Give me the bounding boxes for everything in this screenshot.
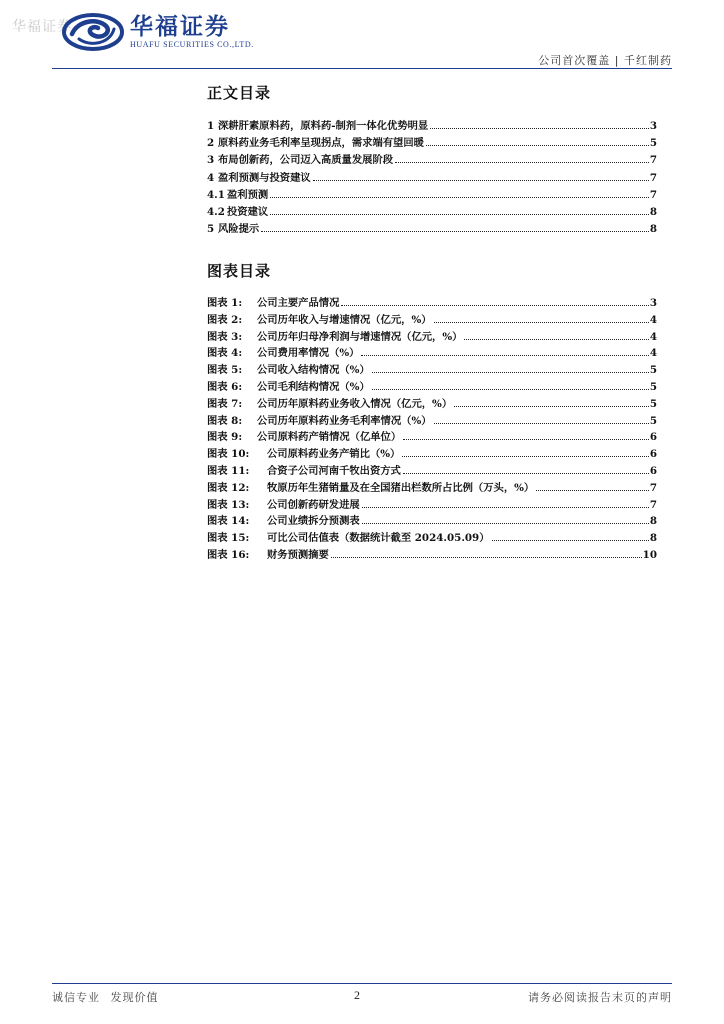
- dot-leader: [261, 231, 649, 232]
- footer-disclaimer: 请务必阅读报告末页的声明: [528, 991, 672, 1004]
- figure-item[interactable]: [207, 378, 657, 395]
- footer-slogan: 诚信专业 发现价值: [52, 991, 159, 1004]
- figure-item[interactable]: [207, 395, 657, 412]
- figure-item[interactable]: [207, 428, 657, 445]
- dot-leader: [362, 507, 649, 508]
- figure-item-label: 公司原料药产销情况（亿单位）: [257, 431, 402, 444]
- toc-item-page: 8: [649, 223, 657, 236]
- figure-item-number: 图表 14:: [207, 515, 250, 528]
- figure-item-page: 6: [649, 464, 657, 477]
- figure-item-page: 4: [649, 330, 657, 343]
- dot-leader: [426, 145, 649, 146]
- figure-item[interactable]: [207, 529, 657, 546]
- figure-item-page: 10: [642, 548, 657, 561]
- figure-item-label: 可比公司估值表（数据统计截至 2024.05.09）: [267, 532, 490, 545]
- toc-item-number: 4.1: [207, 188, 225, 201]
- figure-item-number: 图表 4:: [207, 347, 243, 360]
- figure-item-label: 公司业绩拆分预测表: [267, 515, 360, 528]
- dot-leader: [454, 406, 649, 407]
- dot-leader: [341, 305, 648, 306]
- toc-item-page: 5: [649, 137, 657, 150]
- figure-item-number: 图表 12:: [207, 481, 250, 494]
- toc-item-page: 8: [649, 205, 657, 218]
- figure-item[interactable]: [207, 344, 657, 361]
- toc-item-number: 4: [207, 171, 215, 184]
- figure-item-page: 8: [649, 515, 657, 528]
- figure-item-number: 图表 13:: [207, 498, 250, 511]
- logo-english-name: HUAFU SECURITIES CO.,LTD.: [130, 40, 254, 49]
- toc-item-label: 盈利预测与投资建议: [218, 171, 311, 184]
- figure-item-label: 公司原料药业务产销比（%）: [267, 448, 401, 461]
- dot-leader: [434, 423, 649, 424]
- toc-list: [207, 117, 657, 237]
- page-number: 2: [354, 988, 360, 1002]
- figure-item-page: 5: [649, 397, 657, 410]
- figure-item[interactable]: [207, 462, 657, 479]
- toc-item-page: 7: [649, 188, 657, 201]
- toc-item-page: 7: [649, 154, 657, 167]
- dot-leader: [331, 557, 642, 558]
- figure-item-label: 公司收入结构情况（%）: [257, 364, 370, 377]
- dot-leader: [270, 197, 649, 198]
- figure-item-page: 6: [649, 448, 657, 461]
- figure-item-page: 7: [649, 498, 657, 511]
- figure-item-number: 图表 7:: [207, 397, 243, 410]
- figure-item[interactable]: [207, 496, 657, 513]
- toc-item-label: 原料药业务毛利率呈现拐点，需求端有望回暖: [218, 137, 424, 150]
- figure-item[interactable]: [207, 546, 657, 563]
- dot-leader: [403, 439, 649, 440]
- figure-item-label: 公司历年原料药业务毛利率情况（%）: [257, 414, 432, 427]
- figure-item-number: 图表 1:: [207, 297, 243, 309]
- figure-item-number: 图表 5:: [207, 364, 243, 377]
- figure-item-number: 图表 10:: [207, 448, 250, 461]
- figure-item-number: 图表 6:: [207, 380, 243, 393]
- figure-item-label: 合资子公司河南千牧出资方式: [267, 464, 401, 477]
- figure-item-page: 5: [649, 364, 657, 377]
- figure-item-label: 财务预测摘要: [267, 548, 329, 561]
- watermark: 华福证券: [12, 19, 72, 35]
- figure-item-label: 公司创新药研发进展: [267, 498, 360, 511]
- figure-item[interactable]: [207, 328, 657, 345]
- figures-title: 图表目录: [207, 262, 272, 280]
- figure-item-number: 图表 11:: [207, 464, 250, 477]
- dot-leader: [372, 389, 649, 390]
- toc-item-number: 2: [207, 137, 215, 150]
- figure-item[interactable]: [207, 512, 657, 529]
- figure-item-page: 7: [649, 481, 657, 494]
- dot-leader: [395, 162, 649, 163]
- toc-item[interactable]: [207, 151, 657, 168]
- huafu-logo-icon: [62, 13, 124, 51]
- figure-item-page: 4: [649, 313, 657, 326]
- figure-item-number: 图表 3:: [207, 330, 243, 343]
- figure-item[interactable]: [207, 412, 657, 429]
- toc-item-label: 盈利预测: [227, 188, 269, 201]
- toc-item[interactable]: [207, 186, 657, 203]
- toc-item[interactable]: [207, 134, 657, 151]
- dot-leader: [402, 456, 648, 457]
- footer-divider: [52, 983, 672, 984]
- figure-item[interactable]: [207, 311, 657, 328]
- figure-item-label: 公司历年收入与增速情况（亿元，%）: [257, 313, 432, 326]
- dot-leader: [372, 372, 649, 373]
- figure-item-page: 4: [649, 347, 657, 360]
- dot-leader: [434, 322, 649, 323]
- dot-leader: [313, 180, 649, 181]
- figure-item-label: 公司毛利结构情况（%）: [257, 380, 370, 393]
- toc-title: 正文目录: [207, 84, 272, 102]
- figure-item[interactable]: [207, 294, 657, 311]
- toc-item-number: 1: [207, 120, 215, 132]
- toc-item-page: 3: [649, 120, 657, 132]
- dot-leader: [464, 339, 648, 340]
- figure-item-label: 公司历年原料药业务收入情况（亿元，%）: [257, 397, 453, 410]
- toc-item-number: 5: [207, 223, 215, 236]
- figure-item-page: 5: [649, 380, 657, 393]
- figure-item-number: 图表 15:: [207, 532, 250, 545]
- header-divider: [52, 68, 672, 69]
- toc-item-number: 3: [207, 154, 215, 167]
- header-report-type: 公司首次覆盖 | 千红制药: [538, 54, 672, 67]
- figure-item-page: 6: [649, 431, 657, 444]
- toc-item[interactable]: [207, 220, 657, 237]
- company-logo: [62, 13, 254, 51]
- toc-item-label: 布局创新药，公司迈入高质量发展阶段: [218, 154, 394, 167]
- figure-item-label: 公司主要产品情况: [257, 297, 340, 309]
- dot-leader: [430, 128, 649, 129]
- figure-item-page: 5: [649, 414, 657, 427]
- figure-item-number: 图表 8:: [207, 414, 243, 427]
- figure-item-label: 公司历年归母净利润与增速情况（亿元，%）: [257, 330, 463, 343]
- toc-item-number: 4.2: [207, 205, 225, 218]
- toc-item[interactable]: [207, 203, 657, 220]
- toc-item[interactable]: [207, 169, 657, 186]
- figure-item-page: 3: [649, 297, 657, 309]
- figure-item[interactable]: [207, 361, 657, 378]
- dot-leader: [270, 214, 649, 215]
- dot-leader: [403, 473, 649, 474]
- dot-leader: [492, 540, 649, 541]
- logo-name: 华福证券: [130, 14, 230, 40]
- dot-leader: [361, 355, 648, 356]
- figure-item-page: 8: [649, 532, 657, 545]
- figure-item[interactable]: [207, 445, 657, 462]
- toc-item-label: 深耕肝素原料药，原料药-制剂一体化优势明显: [218, 120, 429, 132]
- figure-item-label: 公司费用率情况（%）: [257, 347, 360, 360]
- dot-leader: [536, 490, 649, 491]
- figures-list: [207, 294, 657, 563]
- toc-item-label: 投资建议: [227, 205, 269, 218]
- toc-item[interactable]: [207, 117, 657, 134]
- figure-item-number: 图表 9:: [207, 431, 243, 444]
- figure-item-label: 牧原历年生猪销量及在全国猪出栏数所占比例（万头，%）: [267, 481, 535, 494]
- figure-item[interactable]: [207, 479, 657, 496]
- figure-item-number: 图表 16:: [207, 548, 250, 561]
- toc-item-page: 7: [649, 171, 657, 184]
- figure-item-number: 图表 2:: [207, 313, 243, 326]
- toc-item-label: 风险提示: [218, 223, 260, 236]
- dot-leader: [362, 523, 649, 524]
